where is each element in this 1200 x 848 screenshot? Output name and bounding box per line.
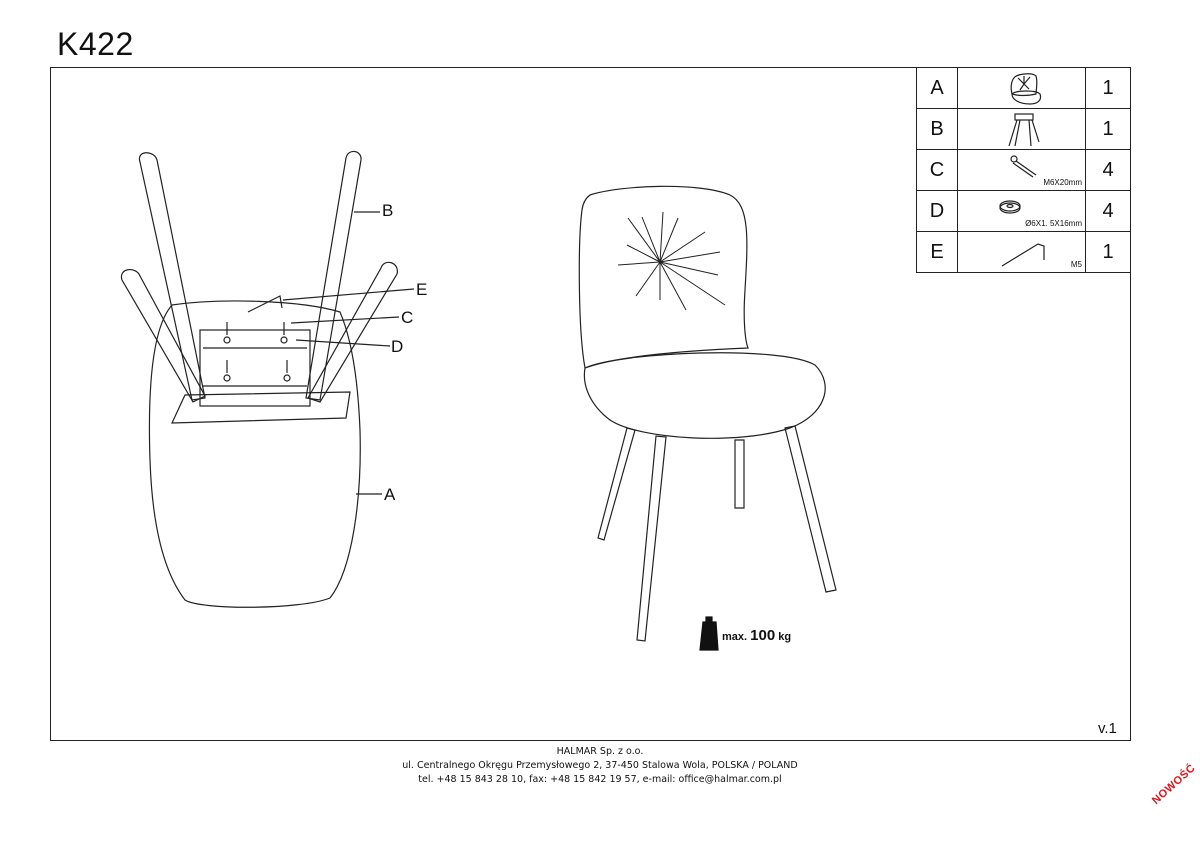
model-title: K422 <box>57 26 134 62</box>
part-letter: D <box>917 191 958 232</box>
max-load-prefix: max. <box>722 631 748 643</box>
part-qty: 1 <box>1086 232 1131 273</box>
company-address: ul. Centralnego Okręgu Przemysłowego 2, 37-450 Stalowa Wola, POLSKA / POLAND <box>402 760 798 771</box>
new-product-stamp: NOWOŚĆ <box>1150 762 1198 807</box>
part-spec: M6X20mm <box>1043 178 1082 187</box>
part-letter: C <box>917 150 958 191</box>
part-spec: M5 <box>1070 260 1082 269</box>
max-load-unit: kg <box>778 631 792 643</box>
part-qty: 1 <box>1086 68 1131 109</box>
exploded-chair-view <box>121 151 414 607</box>
max-load-value: 100 <box>750 627 776 644</box>
max-load-label <box>722 627 791 644</box>
assembled-chair-view <box>579 186 836 641</box>
part-icon-cell <box>958 109 1086 150</box>
part-icon-cell <box>958 191 1086 232</box>
company-name: HALMAR Sp. z o.o. <box>556 746 644 757</box>
part-spec: Ø6X1. 5X16mm <box>1025 219 1082 228</box>
callout-c: C <box>401 308 414 327</box>
weight-icon <box>700 617 718 650</box>
part-icon-cell <box>958 232 1086 273</box>
company-contact: tel. +48 15 843 28 10, fax: +48 15 842 19 57, e-mail: office@halmar.com.pl <box>418 774 782 785</box>
parts-row <box>917 109 1131 150</box>
tufting-lines <box>618 212 725 310</box>
parts-row <box>917 191 1131 232</box>
parts-row <box>917 150 1131 191</box>
part-icon-cell <box>958 68 1086 109</box>
part-letter: E <box>917 232 958 273</box>
part-icon-cell <box>958 150 1086 191</box>
callout-e: E <box>416 280 428 299</box>
parts-list-table <box>916 67 1131 273</box>
part-qty: 4 <box>1086 150 1131 191</box>
parts-row <box>917 232 1131 273</box>
part-qty: 4 <box>1086 191 1131 232</box>
callout-b: B <box>382 201 394 220</box>
version-label: v.1 <box>1098 720 1117 737</box>
part-qty: 1 <box>1086 109 1131 150</box>
parts-row <box>917 68 1131 109</box>
part-letter: B <box>917 109 958 150</box>
callout-d: D <box>391 337 404 356</box>
part-letter: A <box>917 68 958 109</box>
company-footer <box>0 745 1200 787</box>
callout-a: A <box>384 485 396 504</box>
